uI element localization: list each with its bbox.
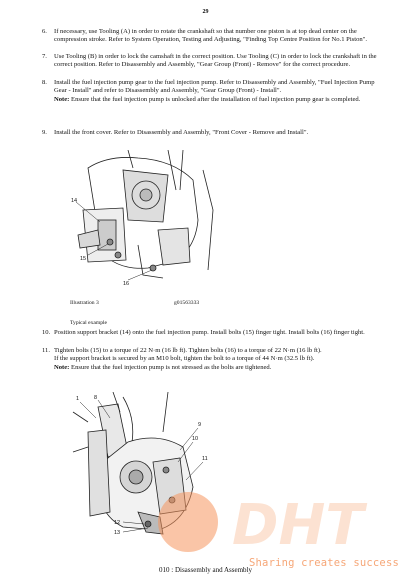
note-label: Note: — [54, 363, 70, 371]
callout-15: 15 — [80, 256, 87, 262]
step-number: 10. — [42, 329, 51, 336]
step-text: Install the fuel injection pump gear to the fuel injection pump. Refer to Disassembly and Assembly, "Fuel Injection Pump Gear - Install" and refer to Disassembly and Assembly, "Gear Group (Front) - Install". — [54, 79, 375, 95]
step-6 — [42, 28, 379, 45]
step-number: 7. — [42, 53, 47, 60]
step-text: Use Tooling (B) in order to lock the camshaft in the correct position. Use Tooling (C) in order to lock the crankshaft in the correct position. Refer to Disassembly and Assembly, "Gear Group (Front) - Remove" for the correct procedure. — [54, 53, 377, 69]
step-text: If necessary, use Tooling (A) in order to rotate the crankshaft so that number one piston is at top dead center on the compression stroke. Refer to System Operation, Testing and Adjusting, "Finding Top Centre Position for No.1 Piston". — [54, 28, 368, 44]
callout-11: 11 — [202, 456, 208, 462]
watermark-tagline: Sharing creates success — [249, 557, 399, 569]
step-7 — [42, 53, 379, 70]
illustration-label: Illustration 3 — [70, 300, 99, 306]
callout-1: 1 — [76, 396, 80, 402]
page-footer: 010 : Disassembly and Assembly — [159, 566, 252, 574]
callout-13: 13 — [114, 530, 121, 536]
dht-watermark-logo — [150, 482, 380, 562]
note-text: Ensure that the fuel injection pump is unlocked after the installation of fuel injection pump gear is completed. — [69, 95, 361, 103]
step-9 — [42, 129, 379, 137]
note-label: Note: — [54, 95, 70, 103]
note-text: Ensure that the fuel injection pump is not stressed as the bolts are tightened. — [69, 363, 272, 371]
callout-10: 10 — [192, 436, 199, 442]
callout-14: 14 — [71, 198, 78, 204]
callout-9: 9 — [198, 422, 202, 428]
step-number: 11. — [42, 347, 50, 354]
step-11 — [42, 347, 379, 372]
callout-12: 12 — [114, 520, 121, 526]
illustration-caption: Typical example — [70, 320, 108, 326]
step-text: Tighten bolts (15) to a torque of 22 N·m (16 lb ft). Tighten bolts (16) to a torque of 22 N·m (16 lb ft). — [54, 347, 322, 354]
step-number: 9. — [42, 129, 47, 136]
fuel-pump-support-bracket-illustration — [68, 150, 218, 290]
illustration-id: g01563333 — [174, 300, 200, 306]
step-number: 6. — [42, 28, 47, 35]
callout-8: 8 — [94, 395, 98, 401]
step-10 — [42, 329, 379, 337]
step-number: 8. — [42, 79, 47, 86]
step-text: Position support bracket (14) onto the fuel injection pump. Install bolts (15) finger tight. Install bolts (16) finger tight. — [54, 329, 365, 336]
callout-16: 16 — [123, 281, 130, 287]
step-text-2: If the support bracket is secured by an M10 bolt, tighten the bolt to a torque of 44 N·m (32.5 lb ft). — [54, 355, 315, 363]
page-number: 29 — [202, 9, 209, 15]
step-8 — [42, 79, 379, 104]
watermark-logo-text: DHT — [232, 493, 364, 558]
step-text: Install the front cover. Refer to Disassembly and Assembly, "Front Cover - Remove and Install". — [54, 129, 309, 136]
